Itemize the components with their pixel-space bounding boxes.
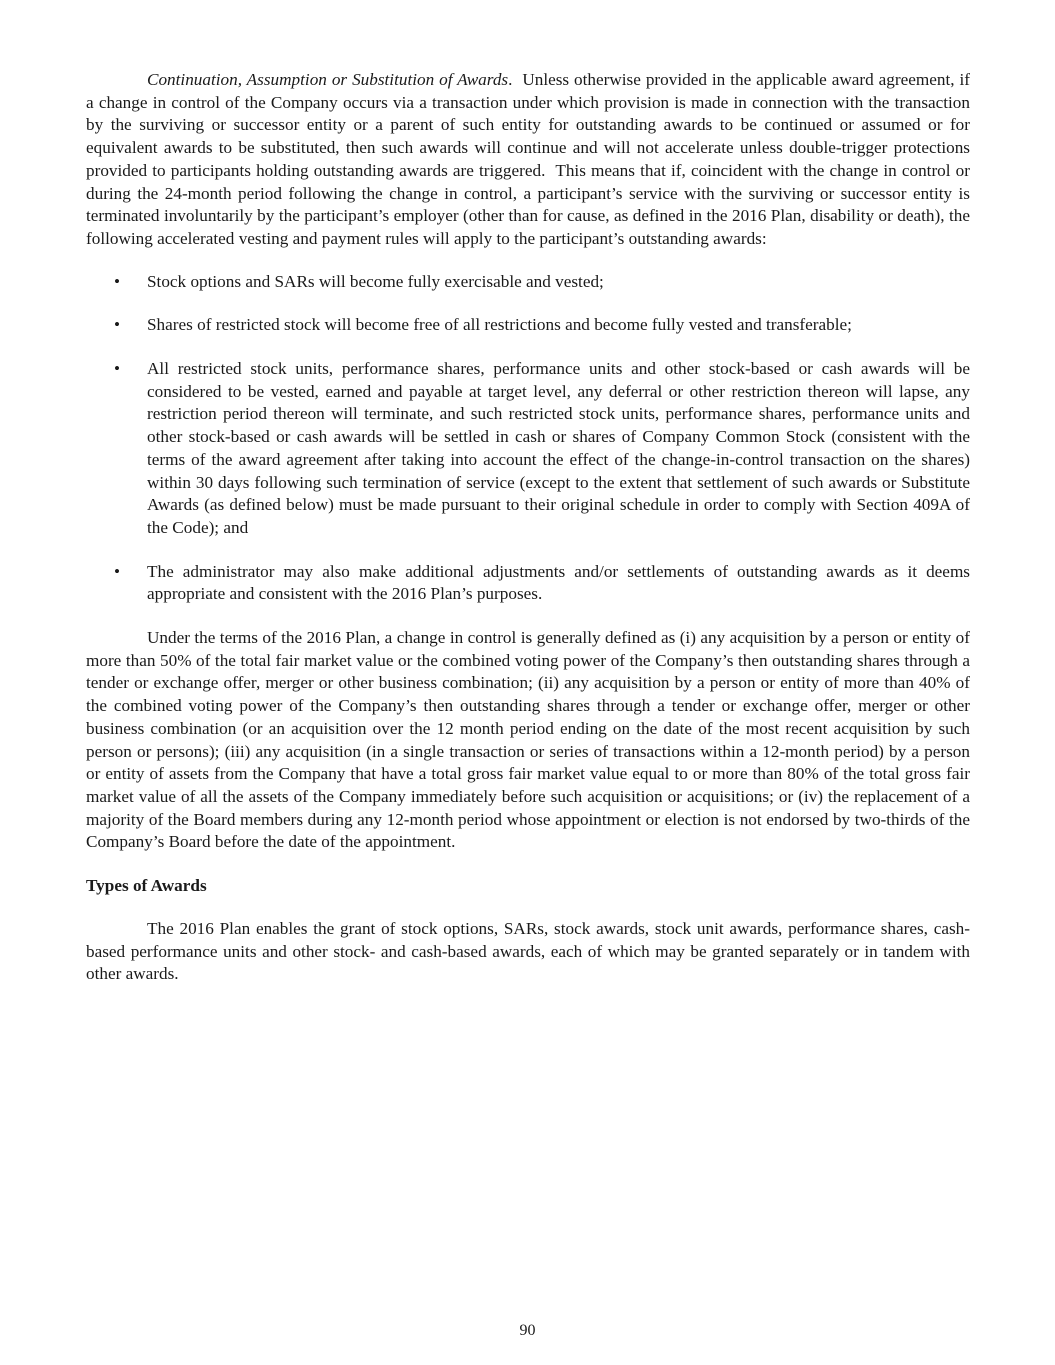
- change-in-control-paragraph: Under the terms of the 2016 Plan, a change in control is generally defined as (i) any acquisition by a person or entity of more than 50% of the total fair market value or the combined voting power of the Company’s then outstanding shares through a tender or exchange offer, merger or other business combination; (ii) any acquisition by a person or entity of more than 40% of the combined voting power of the Company’s then outstanding shares through a tender or exchange offer, merger or other business combination (or an acquisition over the 12 month period ending on the date of the most recent acquisition by such person or persons); (iii) any acquisition (in a single transaction or series of transactions within a 12-month period) by a person or entity of assets from the Company that have a total gross fair market value equal to or more than 80% of the total gross fair market value of all the assets of the Company immediately before such acquisition or acquisitions; or (iv) the replacement of a majority of the Board members during any 12-month period whose appointment or election is not endorsed by two-thirds of the Company’s Board before the date of the appointment.: [86, 628, 970, 852]
- list-item: [86, 561, 970, 606]
- bullet-icon: •: [114, 315, 121, 335]
- bullet-icon: •: [114, 271, 121, 291]
- list-item-text: The administrator may also make additional adjustments and/or settlements of outstanding awards as it deems appropriate and consistent with the 2016 Plan’s purposes.: [147, 561, 970, 604]
- list-item: [86, 358, 970, 540]
- list-item: [86, 314, 970, 337]
- list-item-text: Stock options and SARs will become fully exercisable and vested;: [147, 271, 604, 291]
- list-item-text: Shares of restricted stock will become free of all restrictions and become fully vested and transferable;: [147, 315, 852, 335]
- bullet-icon: •: [114, 359, 121, 379]
- lead-punctuation: .: [508, 70, 513, 89]
- document-page: [86, 69, 975, 986]
- continuation-italic-lead: Continuation, Assumption or Substitution of Awards: [147, 70, 509, 89]
- types-of-awards-paragraph: The 2016 Plan enables the grant of stock options, SARs, stock awards, stock unit awards, performance shares, cash-based performance units and other stock- and cash-based awards, each of which may be granted separately or in tandem with other awards.: [86, 918, 970, 984]
- continuation-paragraph: [86, 69, 975, 251]
- page-number: 90: [519, 1322, 536, 1339]
- continuation-body-text: Unless otherwise provided in the applicable award agreement, if a change in control of the Company occurs via a transaction under which provision is made in connection with the transaction by the surviving or successor entity or a parent of such entity for outstanding awards to be continued or assumed or for equivalent awards to be substituted, then such awards will continue and will not accelerate unless double-trigger protections provided to participants holding outstanding awards are triggered. This means that if, coincident with the change in control or during the 24-month period following the change in control, a participant’s service with the surviving or successor entity is terminated involuntarily by the participant’s employer (other than for cause, as defined in the 2016 Plan, disability or death), the following accelerated vesting and payment rules will apply to the participant’s outstanding awards:: [86, 70, 975, 248]
- bullet-icon: •: [114, 561, 121, 581]
- section-heading-types-of-awards: Types of Awards: [86, 876, 207, 896]
- list-item-text: All restricted stock units, performance shares, performance units and other stock-based or cash awards will be considered to be vested, earned and payable at target level, any deferral or other restriction thereon will lapse, any restriction period thereon will terminate, and such restricted stock units, performance shares, performance units and other stock-based or cash awards will be settled in cash or shares of Company Common Stock (consistent with the terms of the award agreement after taking into account the effect of the change-in-control transaction on the shares) within 30 days following such termination of service (except to the extent that settlement of such awards or Substitute Awards (as defined below) must be made pursuant to their original schedule in order to comply with Section 409A of the Code); and: [147, 359, 970, 537]
- accelerated-vesting-list: [86, 271, 970, 606]
- list-item: [86, 271, 970, 294]
